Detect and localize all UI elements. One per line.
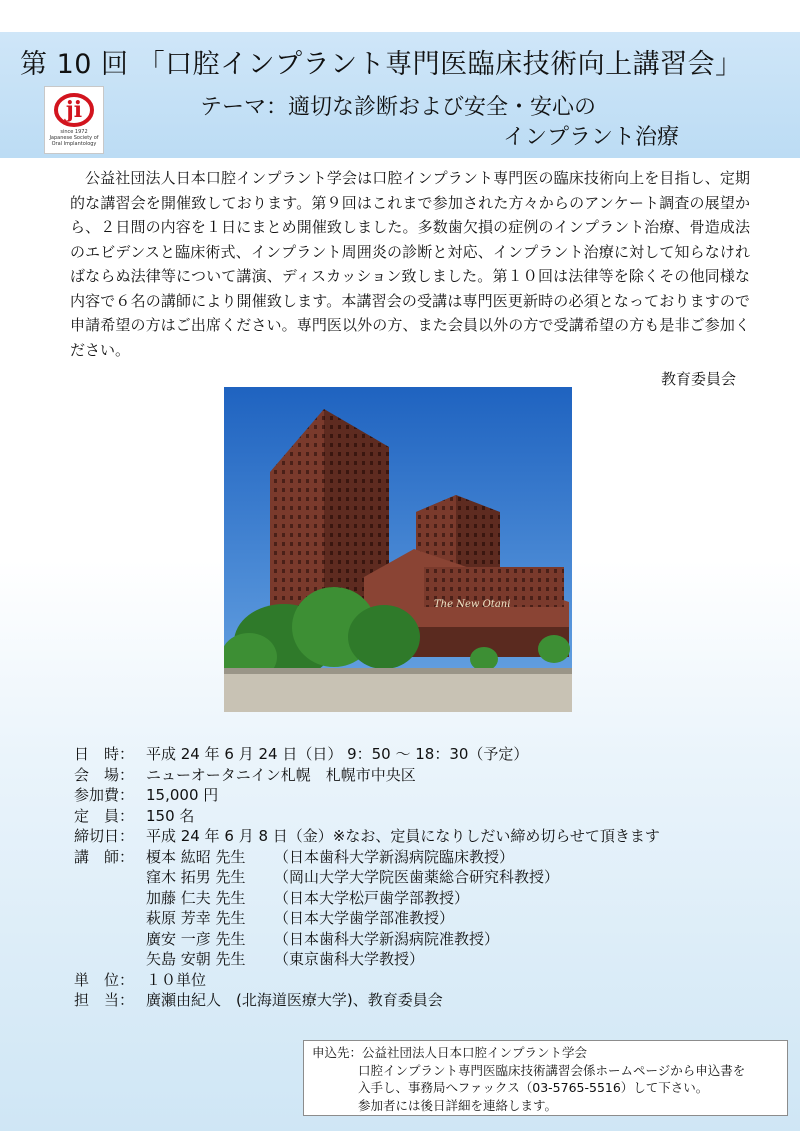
venue-photo — [224, 387, 572, 712]
lecturer-affiliation: （東京歯科大学教授） — [274, 950, 425, 968]
logo-mark-text: ji — [65, 97, 83, 123]
application-box — [303, 1040, 788, 1116]
top-margin — [0, 0, 800, 32]
logo-since: since 1972 — [60, 129, 88, 135]
header-banner — [0, 32, 800, 158]
lecturer-item — [146, 847, 559, 868]
detail-row-units — [74, 970, 774, 991]
deadline-value: 平成 24 年 6 月 8 日（金）※なお、定員になりしだい締め切らせて頂きます — [146, 827, 660, 845]
apply-line-4: 参加者には後日詳細を連絡します。 — [358, 1097, 558, 1113]
capacity-value: 150 名 — [146, 806, 195, 825]
apply-line-2: 口腔インプラント専門医臨床技術講習会係ホームページから申込書を — [358, 1062, 746, 1078]
detail-row-venue — [74, 765, 774, 786]
detail-row-capacity — [74, 806, 774, 827]
lecturer-name: 廣安 一彦 先生 — [146, 929, 246, 948]
date-label: 日 時： — [74, 745, 135, 763]
venue-label: 会 場： — [74, 765, 135, 784]
lecturer-item — [146, 929, 559, 950]
lecturers-label: 講 師： — [74, 847, 135, 866]
lecturer-affiliation: （日本歯科大学新潟病院准教授） — [274, 929, 500, 948]
lecturer-name: 窪木 拓男 先生 — [146, 868, 246, 886]
society-logo — [44, 86, 104, 154]
hotel-building-illustration — [224, 387, 572, 712]
lecturer-affiliation: （日本大学松戸歯学部教授） — [274, 888, 470, 907]
detail-row-charge — [74, 990, 774, 1011]
detail-row-deadline — [74, 826, 774, 847]
lecturer-name: 榎本 紘昭 先生 — [146, 847, 246, 866]
detail-row-fee — [74, 785, 774, 806]
detail-row-lecturers — [74, 847, 774, 970]
fee-label: 参加費： — [74, 786, 135, 804]
lecturer-name: 矢島 安朝 先生 — [146, 950, 246, 968]
theme-line-1: テーマ：適切な診断および安全・安心の — [200, 95, 597, 120]
hotel-sign-text: The New Otani — [434, 599, 511, 610]
ji-logo-icon — [53, 91, 95, 129]
detail-row-date — [74, 744, 774, 765]
deadline-label: 締切日： — [74, 827, 135, 845]
venue-value: ニューオータニイン札幌 札幌市中央区 — [146, 765, 416, 784]
logo-society-name: Japanese Society of Oral Implantology — [49, 135, 99, 147]
lecturer-item — [146, 908, 559, 929]
units-label: 単 位： — [74, 970, 135, 989]
event-details — [74, 744, 774, 1011]
intro-paragraph: 公益社団法人日本口腔インプラント学会は口腔インプラント専門医の臨床技術向上を目指し、定期的な講習会を開催致しております。第９回はこれまで参加された方々からのアンケート調査の展望から、２日間の内容を１日にまとめ開催致しました。多数歯欠損の症例のインプラント治療、骨造成法のエビデンスと臨床術式、インプラント周囲炎の診断と対応、インプラント治療に対して知らなければならぬ法律等について講演、ディスカッション致しました。第１０回は法律等を除くその他同様な内容で６名の講師により開催致します。本講習会の受講は専門医更新時の必須となっておりますので申請希望の方はご出席ください。専門医以外の方、また会員以外の方で受講希望の方も是非ご参加ください。 — [70, 169, 750, 359]
apply-line-1: 申込先：公益社団法人日本口腔インプラント学会 — [312, 1045, 588, 1060]
theme-line-2: インプラント治療 — [503, 125, 680, 150]
logo-tagline — [47, 129, 101, 147]
lecturer-name: 萩原 芳幸 先生 — [146, 909, 246, 927]
capacity-label: 定 員： — [74, 806, 135, 825]
charge-label: 担 当： — [74, 991, 135, 1009]
units-value: １０単位 — [146, 970, 207, 989]
lecturer-item — [146, 888, 559, 909]
lecturer-name: 加藤 仁夫 先生 — [146, 888, 246, 907]
signature-committee: 教育委員会 — [660, 370, 736, 388]
page-title: 第 10 回 「口腔インプラント専門医臨床技術向上講習会」 — [20, 49, 743, 80]
lecturer-affiliation: （岡山大学大学院医歯薬総合研究科教授） — [274, 868, 560, 886]
charge-value: 廣瀬由紀人 (北海道医療大学)、教育委員会 — [146, 991, 443, 1009]
lecturer-affiliation: （日本歯科大学新潟病院臨床教授） — [274, 847, 515, 866]
fee-value: 15,000 円 — [146, 786, 219, 804]
lecturer-affiliation: （日本大学歯学部准教授） — [274, 909, 455, 927]
lecturer-list — [146, 847, 559, 970]
apply-line-3: 入手し、事務局へファックス（03-5765-5516）して下さい。 — [358, 1080, 709, 1095]
lecturer-item — [146, 867, 559, 888]
lecturer-item — [146, 949, 559, 970]
date-value: 平成 24 年 6 月 24 日（日） 9：50 ～ 18：30（予定） — [146, 745, 529, 763]
